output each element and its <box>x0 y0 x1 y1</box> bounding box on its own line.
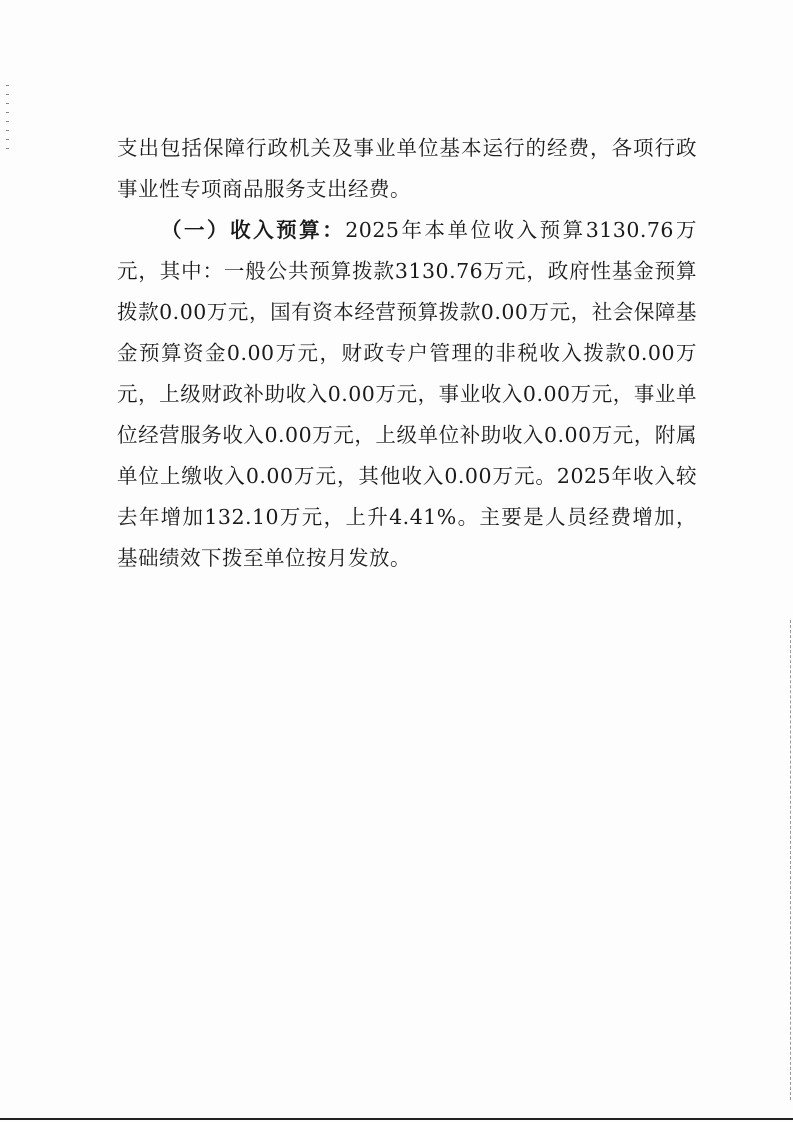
paragraph-income-budget <box>117 210 697 579</box>
paragraph-expenditure: 支出包括保障行政机关及事业单位基本运行的经费，各项行政事业性专项商品服务支出经费。 <box>117 136 697 201</box>
section-heading: （一）收入预算： <box>161 218 346 242</box>
scan-margin-marks <box>6 85 10 215</box>
scan-right-edge <box>789 620 791 1100</box>
income-budget-text: 2025年本单位收入预算3130.76万元，其中：一般公共预算拨款3130.76万元，政府性基金预算拨款0.00万元，国有资本经营预算拨款0.00万元，社会保障基金预算资金0.00万元，财政专户管理的非税收入拨款0.00万元，上级财政补助收入0.00万元，事业收入0.00万元，事业单位经营服务收入0.00万元，上级单位补助收入0.00万元，附属单位上缴收入0.00万元，其他收入0.00万元。2025年收入较去年增加132.10万元，上升4.41%。主要是人员经费增加，基础绩效下拨至单位按月发放。 <box>117 218 697 570</box>
document-body <box>117 128 697 579</box>
scan-bottom-edge <box>0 1118 793 1120</box>
